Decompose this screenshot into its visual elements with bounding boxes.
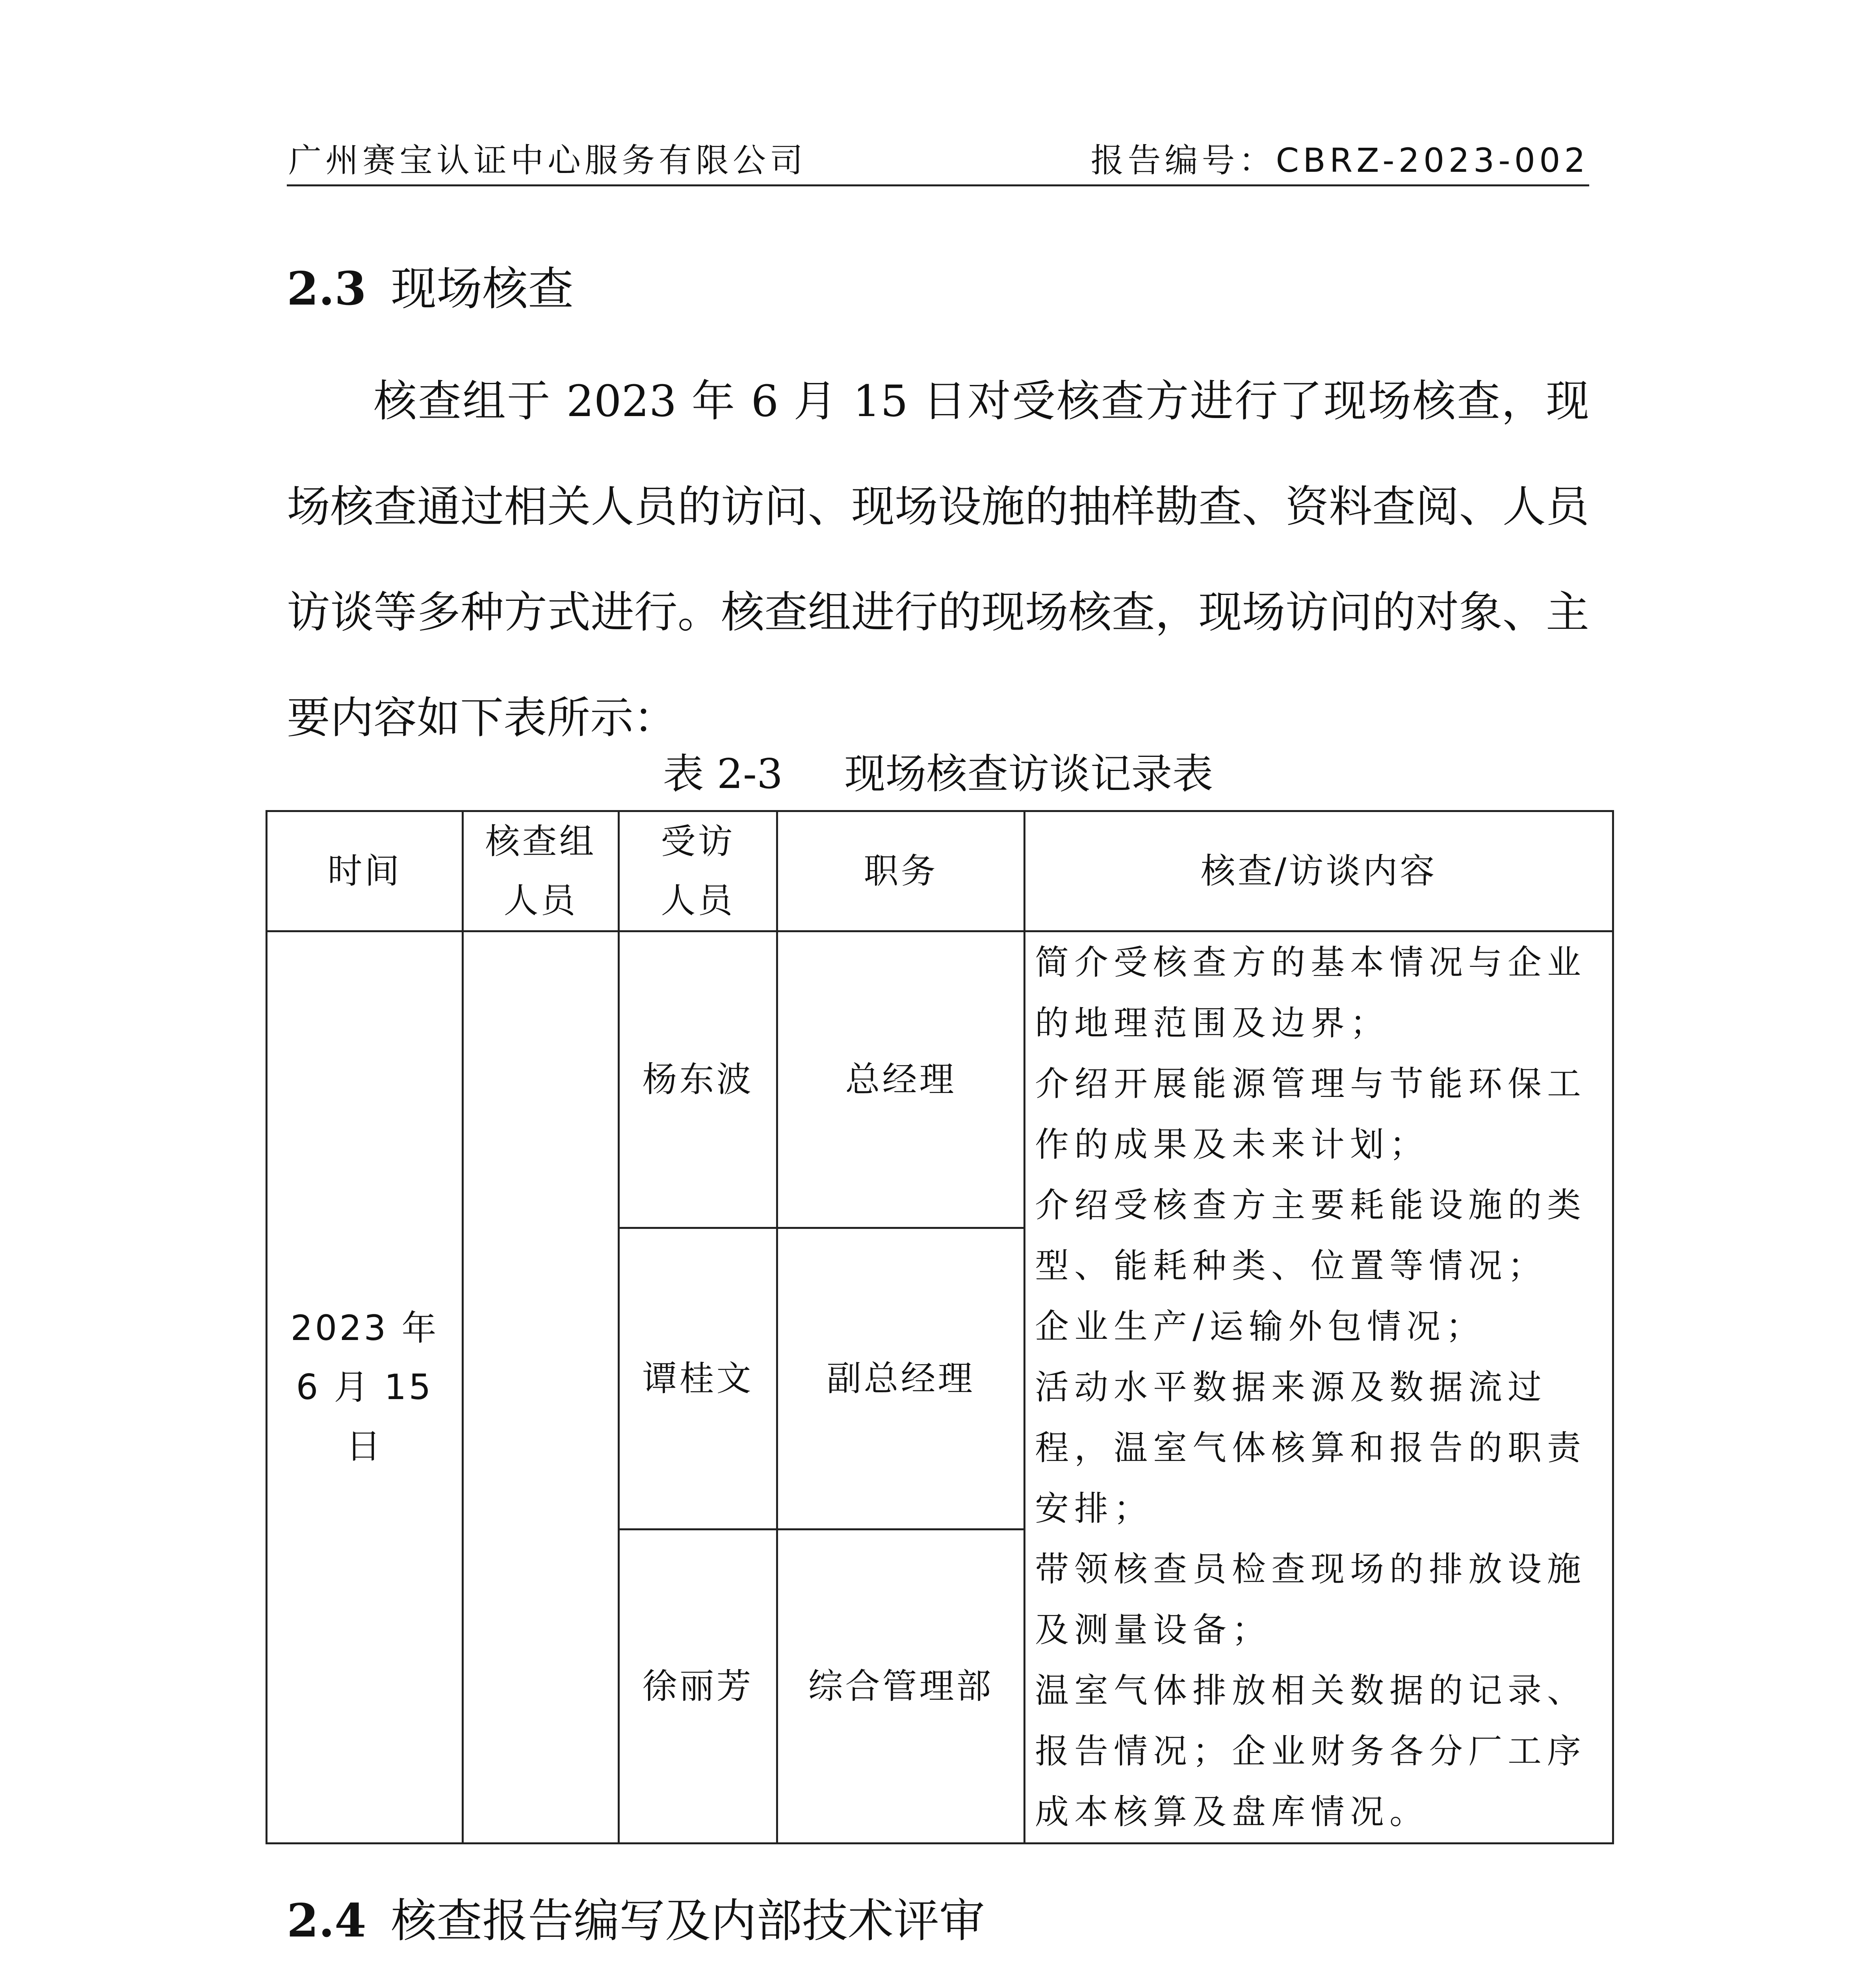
interviewee-name: 谭桂文	[619, 1228, 777, 1529]
table-header-row	[267, 811, 1613, 931]
content-item: 活动水平数据来源及数据流过程，温室气体核算和报告的职责安排；	[1035, 1368, 1586, 1528]
header-divider	[287, 184, 1589, 186]
col-header-time: 时间	[267, 811, 463, 931]
date-line1: 2023 年	[290, 1308, 439, 1348]
table-row	[267, 931, 1613, 1228]
date-cell	[267, 931, 463, 1844]
col-header-interviewee-line1: 受访	[661, 821, 735, 862]
table-caption	[287, 741, 1589, 800]
content-item: 企业生产/运输外包情况；	[1035, 1307, 1485, 1346]
content-item: 带领核查员检查现场的排放设施及测量设备；	[1035, 1550, 1586, 1650]
table-caption-label: 表 2-3	[663, 750, 783, 798]
col-header-content: 核查/访谈内容	[1025, 811, 1613, 931]
header-report-number: 报告编号：CBRZ-2023-002	[1090, 141, 1589, 180]
col-header-interviewee	[619, 811, 777, 931]
interview-record-table	[266, 810, 1614, 1844]
date-line2: 6 月 15 日	[296, 1367, 433, 1466]
interviewee-position: 副总经理	[777, 1228, 1025, 1529]
section-number: 2.4	[287, 1894, 366, 1948]
col-header-team-line2: 人员	[503, 880, 578, 921]
col-header-team-line1: 核查组	[485, 821, 596, 862]
interviewee-position: 总经理	[777, 931, 1025, 1228]
interviewee-name: 徐丽芳	[619, 1529, 777, 1843]
content-item: 简介受核查方的基本情况与企业的地理范围及边界；	[1035, 943, 1586, 1043]
col-header-interviewee-line2: 人员	[661, 880, 735, 921]
table-caption-title: 现场核查访谈记录表	[844, 750, 1213, 798]
section-number: 2.3	[287, 262, 366, 316]
interviewee-position: 综合管理部	[777, 1529, 1025, 1843]
section-heading-2-4	[287, 1884, 985, 1950]
interviewee-name: 杨东波	[619, 931, 777, 1228]
section-title: 核查报告编写及内部技术评审	[391, 1894, 985, 1948]
header-company: 广州赛宝认证中心服务有限公司	[288, 141, 807, 180]
content-item: 温室气体排放相关数据的记录、报告情况；企业财务各分厂工序成本核算及盘库情况。	[1035, 1671, 1586, 1832]
section-title: 现场核查	[391, 262, 574, 316]
content-item: 介绍开展能源管理与节能环保工作的成果及未来计划；	[1035, 1064, 1586, 1164]
team-members-cell	[463, 931, 619, 1844]
content-cell	[1025, 931, 1613, 1844]
section-2-3-paragraph: 核查组于 2023 年 6 月 15 日对受核查方进行了现场核查，现场核查通过相关人员的访问、现场设施的抽样勘查、资料查阅、人员访谈等多种方式进行。核查组进行的现场核查，现场访问的对象、主要内容如下表所示：	[287, 376, 1589, 743]
section-heading-2-3	[287, 252, 574, 318]
col-header-team	[463, 811, 619, 931]
content-item: 介绍受核查方主要耗能设施的类型、能耗种类、位置等情况；	[1035, 1186, 1586, 1286]
col-header-position: 职务	[777, 811, 1025, 931]
